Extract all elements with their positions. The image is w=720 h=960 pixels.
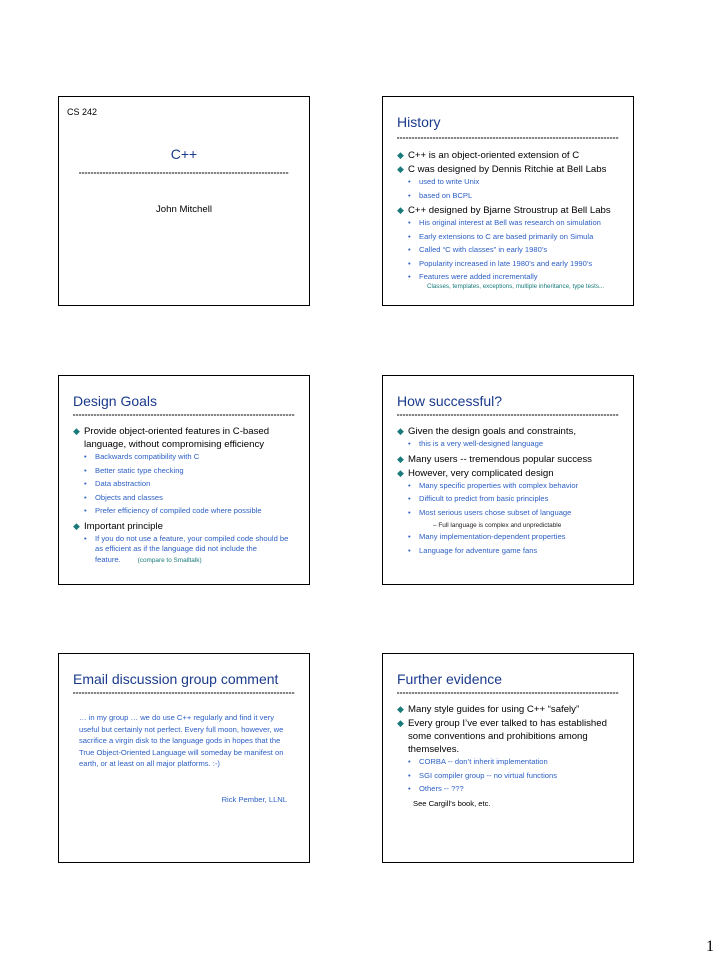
bullet: ◆ Provide object-oriented features in C-based language, without compromising efficiency [73,426,270,450]
diamond-icon: ◆ [73,426,80,436]
slide-title: Design Goals [73,393,158,409]
sub-bullet: • SGI compiler group -- no virtual functions [408,770,558,780]
diamond-icon: ◆ [397,704,404,714]
dot-icon: • [84,492,87,502]
author: John Mitchell [156,204,212,215]
sub-bullet: • Prefer efficiency of compiled code where possible [84,506,262,515]
dot-icon: • [408,545,411,555]
sub-sub-bullet: – Full language is complex and unpredictable [433,522,562,529]
bullet: ◆ C++ designed by Bjarne Stroustrup at Bell Labs [397,205,611,216]
sub-bullet: • Most serious users chose subset of language [408,507,572,517]
sub-bullet: • Language for adventure game fans [408,545,538,555]
slide-1 [58,96,310,306]
slide-4 [382,375,634,585]
diamond-icon: ◆ [397,164,404,174]
dot-icon: • [408,494,411,503]
dot-icon: • [408,177,411,186]
diamond-icon: ◆ [397,467,404,478]
dot-icon: • [84,479,87,488]
sub-bullet: • Popularity increased in late 1980’s and early 1990’s [408,258,593,268]
sub-bullet: • Many specific properties with complex behavior [408,480,579,490]
sub-bullet: • Many implementation-dependent properties [408,532,566,541]
attribution: Rick Pember, LLNL [221,795,287,804]
sub-bullet: • CORBA -- don’t inherit implementation [408,757,548,766]
bullet: ◆ C++ is an object-oriented extension of C [397,150,580,161]
sub-bullet: • based on BCPL [408,190,473,200]
sub-bullet: • Others -- ??? [408,784,464,793]
slide-2 [382,96,634,306]
note: See Cargill’s book, etc. [413,798,491,808]
diamond-icon: ◆ [73,520,80,531]
title-rule [73,414,295,416]
title-rule [397,137,619,139]
title-rule [397,414,619,416]
sub-bullet: • Called “C with classes” in early 1980’s [408,245,548,254]
bullet: ◆ C was designed by Dennis Ritchie at Bell Labs [397,164,607,175]
dot-icon: • [408,245,411,254]
bullet: ◆ However, very complicated design [397,467,554,479]
sub-bullet: • Objects and classes [84,492,163,502]
dot-icon: • [408,258,411,268]
slide-6 [382,653,634,863]
dot-icon: • [408,190,411,200]
sub-bullet: • Difficult to predict from basic principles [408,494,549,503]
slide-title: C++ [170,146,198,162]
dot-icon: • [84,465,87,475]
compare-note: (compare to Smalltalk) [137,556,202,564]
bullet: ◆ Important principle [73,520,163,532]
dot-icon: • [408,231,411,241]
slide-3 [58,375,310,585]
slide-title: Further evidence [397,671,503,687]
dot-icon: • [408,272,411,281]
dot-icon: • [84,506,87,515]
quote: … in my group … we do use C++ regularly and find it very useful but certainly not perfect. Every full moon, however, we sacrifice a virgin disk to the language gods in hopes that the True Object-Oriented Language will someday be manifest on earth, or at least on all major platforms. :-) [79,713,284,769]
dot-icon: • [408,439,411,448]
sub-bullet: • Data abstraction [84,479,151,488]
slide-title: History [397,114,441,130]
title-rule [397,692,619,694]
sub-bullet: • Features were added incrementally [408,272,538,281]
slide-title: Email discussion group comment [73,671,279,687]
diamond-icon: ◆ [397,426,404,436]
dot-icon: • [408,218,411,227]
sub-bullet: • If you do not use a feature, your compiled code should be as efficient as if the language did not include the feature. (compare to Smalltalk) [84,533,289,564]
dot-icon: • [408,507,411,517]
sub-bullet: • this is a very well-designed language [408,439,544,448]
title-rule [79,172,289,174]
diamond-icon: ◆ [397,150,404,160]
sub-bullet: • Early extensions to C are based primarily on Simula [408,231,594,241]
dot-icon: • [84,452,87,461]
dot-icon: • [84,533,87,543]
slide-5 [58,653,310,863]
sub-bullet: • Backwards compatibility with C [84,452,200,461]
dot-icon: • [408,480,411,490]
title-rule [73,692,295,694]
sub-bullet: • His original interest at Bell was research on simulation [408,218,601,227]
sub-bullet: • used to write Unix [408,177,480,186]
bullet: ◆ Every group I’ve ever talked to has established some conventions and prohibitions among themselves. [397,718,607,755]
dot-icon: • [408,770,411,780]
note: Classes, templates, exceptions, multiple inheritance, type tests... [427,282,605,290]
diamond-icon: ◆ [397,205,404,215]
diamond-icon: ◆ [397,718,404,728]
bullet: ◆ Many users -- tremendous popular success [397,453,592,465]
dot-icon: • [408,757,411,766]
bullet: ◆ Given the design goals and constraints, [397,426,576,437]
dot-icon: • [408,784,411,793]
dot-icon: • [408,532,411,541]
slide-title: How successful? [397,393,503,409]
page-number: 1 [706,938,714,955]
diamond-icon: ◆ [397,453,404,464]
sub-bullet: • Better static type checking [84,465,184,475]
bullet: ◆ Many style guides for using C++ “safely” [397,704,580,715]
course-label: CS 242 [67,107,98,117]
